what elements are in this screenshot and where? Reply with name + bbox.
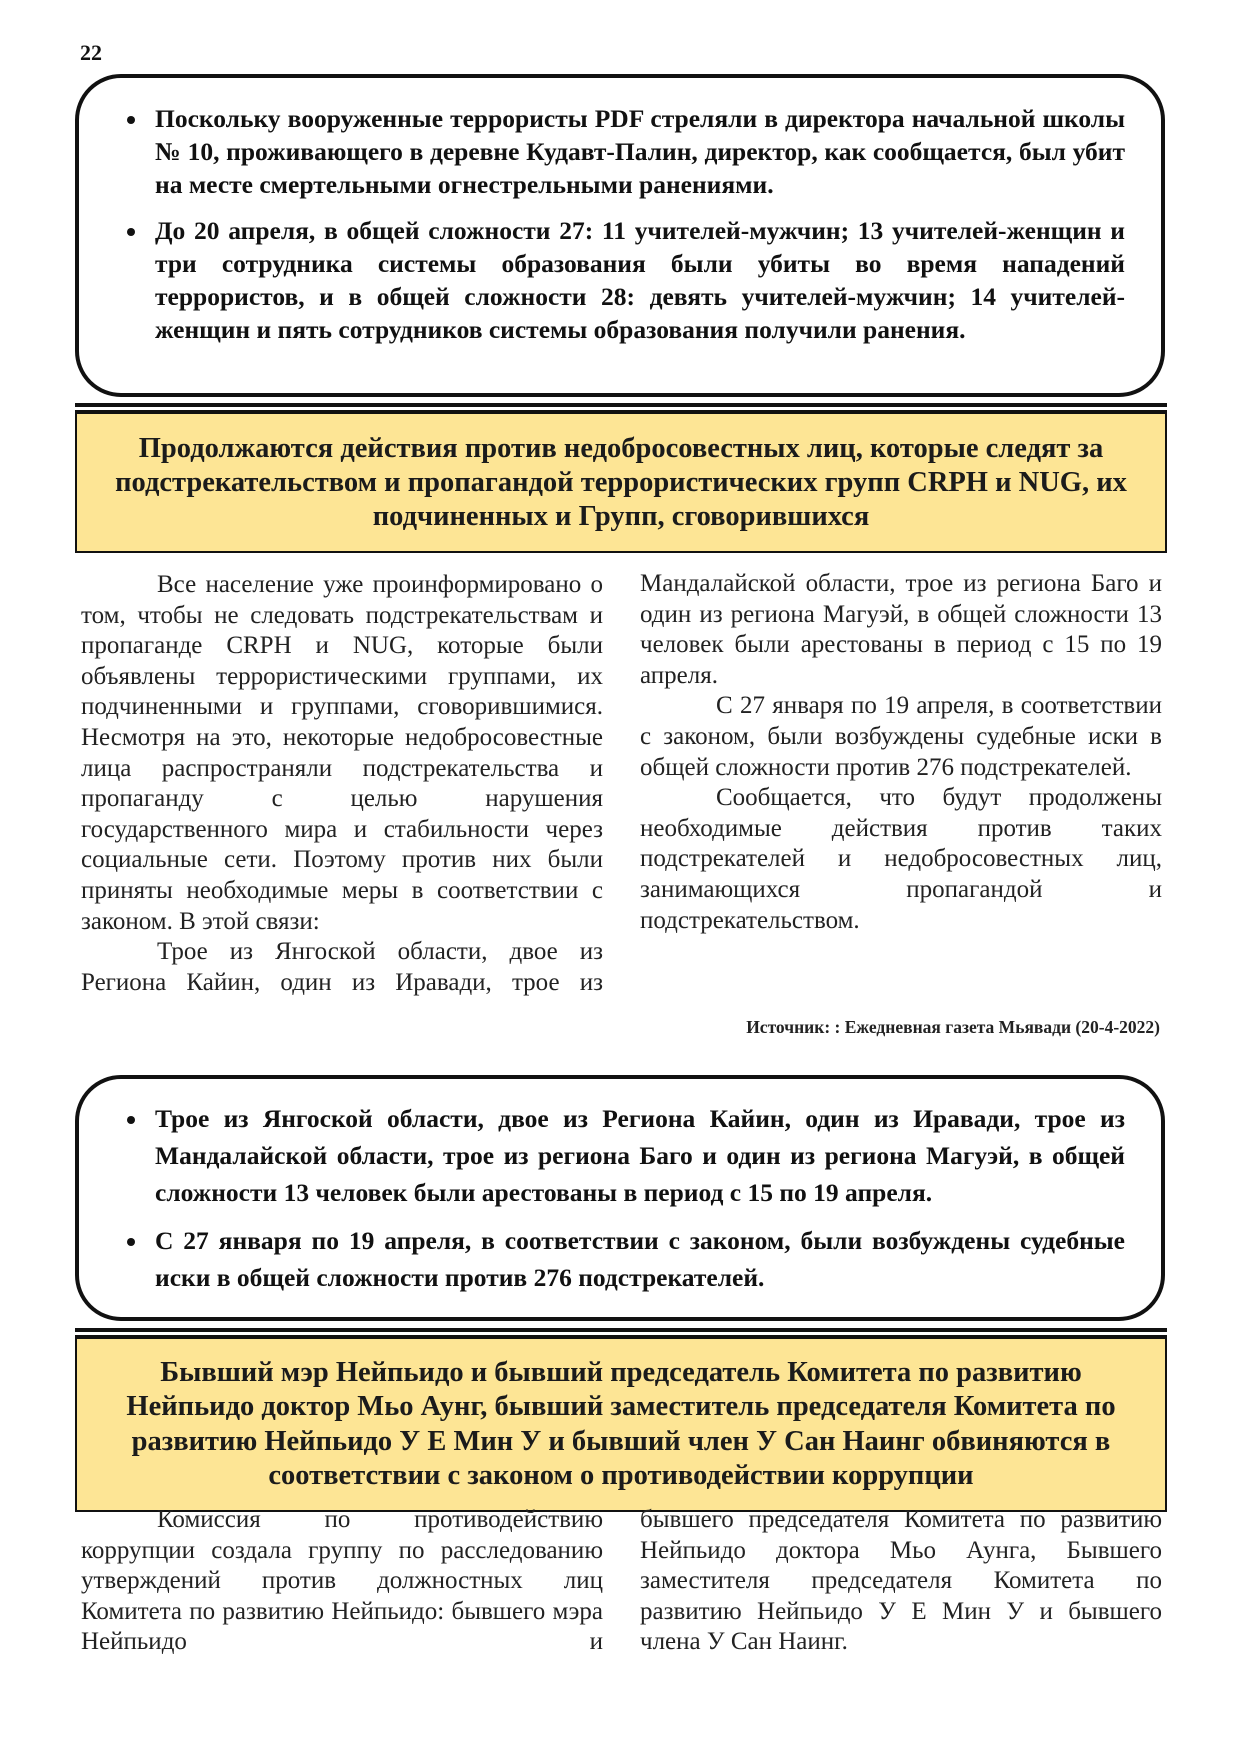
bullet-list [93,102,1125,346]
headline-text: Бывший мэр Нейпьидо и бывший председатель Комитета по развитию Нейпьидо доктор Мьо Аунг, бывший заместитель председателя Комитета по развитию Нейпьидо У Е Мин У и бывший член У Сан Наинг обвиняются в соответствии с законом о противодействии коррупции [126,1356,1116,1491]
article-column-right [640,569,1162,936]
article-headline [75,412,1167,553]
paragraph: бывшего председателя Комитета по развитию Нейпьидо доктора Мьо Аунга, Бывшего заместителя председателя Комитета по развитию Нейпьидо У Е Мин У и бывшего члена У Сан Наинг. [640,1506,1162,1656]
article-column-left [81,1505,603,1658]
article-column-right [640,1505,1162,1658]
summary-box-bottom [75,1075,1165,1321]
bullet-item: • До 20 апреля, в общей сложности 27: 11 учителей-мужчин; 13 учителей-женщин и три сотрудника системы образования были убиты во время нападений террористов, и в общей сложности 28: девять учителей-мужчин; 14 учителей-женщин и пять сотрудников системы образования получили ранения. [149,214,1125,346]
bullet-item: • Поскольку вооруженные террористы PDF стреляли в директора начальной школы № 10, проживающего в деревне Кудавт-Палин, директор, как сообщается, был убит на месте смертельными огнестрельными ранениями. [149,102,1125,201]
article-headline [75,1337,1167,1512]
paragraph: С 27 января по 19 апреля, в соответствии с законом, были возбуждены судебные иски в общей сложности против 276 подстрекателей. [640,692,1162,781]
paragraph: Мандалайской области, трое из региона Баго и один из региона Магуэй, в общей сложности 13 человек были арестованы в период с 15 по 19 апреля. [640,570,1162,689]
page-number: 22 [80,40,102,65]
section-divider [75,403,1167,412]
bullet-item: • Трое из Янгоской области, двое из Региона Кайин, один из Иравади, трое из Мандалайской области, трое из региона Баго и один из региона Магуэй, в общей сложности 13 человек были арестованы в период с 15 по 19 апреля. [149,1100,1125,1211]
article-column-left [81,570,603,998]
paragraph: Все население уже проинформировано о том, чтобы не следовать подстрекательствам и пропаганде CRPH и NUG, которые были объявлены террористическими группами, их подчиненными и группами, сговорившимися. Несмотря на это, некоторые недобросовестные лица распространяли подстрекательства и пропаганду с целью нарушения государственного мира и стабильности через социальные сети. Поэтому против них были приняты необходимые меры в соответствии с законом. В этой связи: [81,571,603,935]
paragraph: Комиссия по противодействию коррупции создала группу по расследованию утверждений против должностных лиц Комитета по развитию Нейпьидо: бывшего мэра Нейпьидо и [81,1506,603,1656]
bullet-item: • С 27 января по 19 апреля, в соответствии с законом, были возбуждены судебные иски в общей сложности против 276 подстрекателей. [149,1222,1125,1296]
paragraph: Трое из Янгоской области, двое из Региона Кайин, один из Иравади, трое из [81,938,603,996]
headline-text: Продолжаются действия против недобросовестных лиц, которые следят за подстрекательством и пропагандой террористических групп CRPH и NUG, их подчиненных и Групп, сговорившихся [115,432,1127,532]
paragraph: Сообщается, что будут продолжены необходимые действия против таких подстрекателей и недобросовестных лиц, занимающихся пропагандой и подстрекательством. [640,784,1162,934]
section-divider [75,1328,1167,1337]
source-credit: Источник: : Ежедневная газета Мьявади (20-4-2022) [746,1017,1160,1037]
bullet-list [93,1100,1125,1296]
summary-box-top [75,74,1165,397]
